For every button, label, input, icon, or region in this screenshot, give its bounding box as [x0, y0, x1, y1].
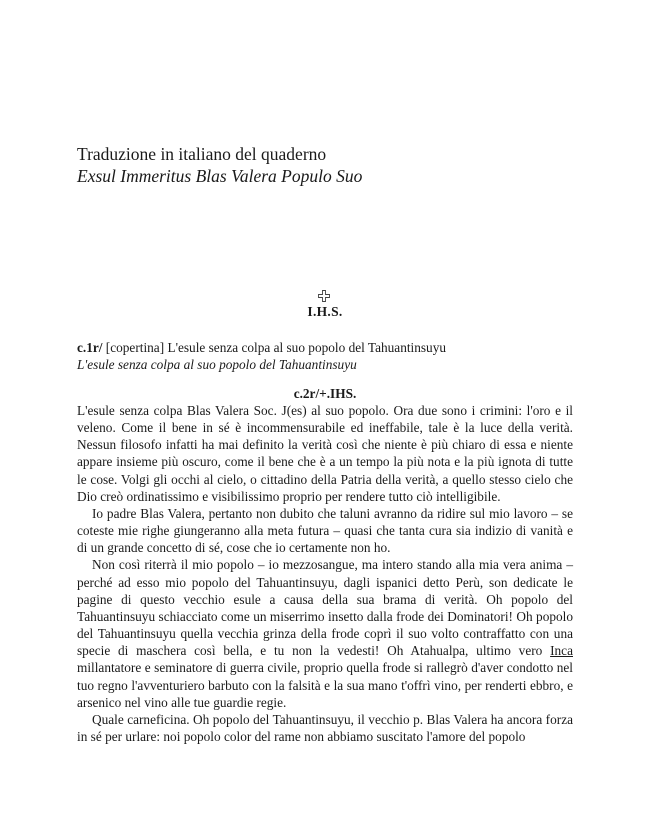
cover-section — [77, 339, 577, 373]
folio-reference: c.1r/ — [77, 340, 103, 355]
paragraph-2: Io padre Blas Valera, pertanto non dubito che taluni avranno da ridire sul mio lavoro – se coteste mie righe giungeranno alla meta futura – quasi che tanta cura sia indizio di vanità e di un grande concetto di sé, cose che io certamente non ho. — [77, 505, 573, 556]
paragraph-3-part-b: millantatore e seminatore di guerra civile, proprio quella frode si rallegrò d'aver condotto nel tuo regno l'avventuriero barbuto con la falsità e la sua mano t'offrì vino, per renderti ebbro, e arsenico nel vino alle tue guardie regie. — [77, 660, 573, 710]
section-heading: c.2r/+.IHS. — [293, 386, 357, 401]
paragraph-3-part-a: Non così riterrà il mio popolo – io mezzosangue, ma intero stando alla mia vera anima – perché ad esso mio popolo del Tahuantinsuyu, dagli ispanici detto Perù, son dedicate le pagine di questo vecchio esule a causa della sua brama di verità. Oh popolo del Tahuantinsuyu schiacciato come un miserrimo insetto dalla frode dei Dominatori! Oh popolo del Tahuantinsuyu quella vecchia grinza della frode coprì il suo volto contraffatto con una specie di maschera così bella, e tu non la vedesti! Oh Atahualpa, ultimo vero — [77, 557, 573, 659]
cross-icon — [318, 290, 330, 302]
cover-line — [77, 339, 577, 356]
ihs-heading: I.H.S. — [307, 304, 343, 319]
paragraph-4: Quale carneficina. Oh popolo del Tahuantinsuyu, il vecchio p. Blas Valera ha ancora forza in sé per urlare: noi popolo color del rame non abbiamo suscitato l'amore del popolo — [77, 711, 573, 744]
cover-text: [copertina] L'esule senza colpa al suo popolo del Tahuantinsuyu — [102, 340, 446, 355]
inca-word: Inca — [550, 643, 573, 659]
title-line-2: Exsul Immeritus Blas Valera Populo Suo — [77, 166, 363, 186]
document-title — [77, 143, 577, 187]
paragraph-3 — [77, 556, 573, 710]
paragraph-1: L'esule senza colpa Blas Valera Soc. J(es) al suo popolo. Ora due sono i crimini: l'oro e il veleno. Come il bene in sé è incommensurabile ed ineffabile, tale è la luce della verità. Nessun filosofo infatti ha mai definito la verità così che niente è più chiaro di essa e niente appare insieme più oscuro, come il bene che è a un tempo la più nota e la più ignota di tutte le cose. Volgi gli occhi al cielo, o cittadino della Patria della verità, a quello stesso cielo che Dio creò ordinatissimo e visibilissimo proprio per rendere tutto ciò intelligibile. — [77, 403, 573, 504]
title-line-1: Traduzione in italiano del quaderno — [77, 144, 327, 164]
body-text — [77, 402, 573, 745]
cover-italic-line: L'esule senza colpa al suo popolo del Tahuantinsuyu — [77, 357, 357, 372]
